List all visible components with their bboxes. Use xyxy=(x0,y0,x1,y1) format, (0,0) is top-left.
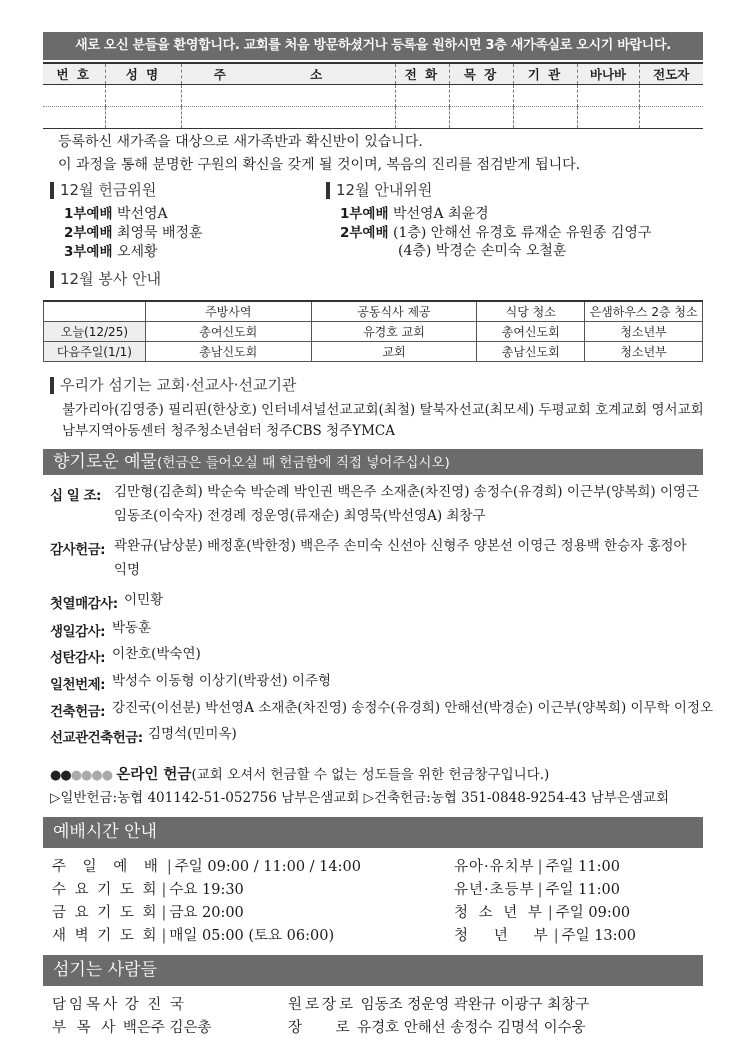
reg-input-cell[interactable] xyxy=(105,84,181,106)
reg-input-cell[interactable] xyxy=(105,106,181,128)
offering-committee-title: 12월 헌금위원 xyxy=(50,182,156,199)
service-cell: 총여신도회 xyxy=(477,321,585,341)
staff-row: 담임목사 강 진 국 xyxy=(52,997,186,1013)
new-member-notice-2: 이 과정을 통해 분명한 구원의 확신을 갖게 될 것이며, 복음의 진리를 점검받게 됩니다. xyxy=(58,157,581,173)
service-cell: 오늘(12/25) xyxy=(44,321,146,341)
reg-input-cell[interactable] xyxy=(639,106,703,128)
worship-times-title: 예배시간 안내 xyxy=(53,822,157,842)
service-cell: 총남신도회 xyxy=(477,341,585,361)
reg-col-address: 주 소 xyxy=(181,63,395,84)
registration-row xyxy=(43,84,703,106)
worship-time-row: 유년·초등부 | 주일 11:00 xyxy=(454,882,620,898)
offering-names: 김명석(민미옥) xyxy=(148,726,237,742)
offering-names: 곽완규(남상분) 배정훈(박한정) 백은주 손미숙 신선아 신형주 양본선 이영근 정용백 한승자 홍정아 익명 xyxy=(114,538,687,578)
service-section-title: 12월 봉사 안내 xyxy=(50,271,161,288)
reg-col-name: 성 명 xyxy=(105,63,181,84)
offering-label: 십 일 조: xyxy=(50,488,101,504)
offering-label: 첫열매감사: xyxy=(50,596,118,612)
worship-time-row: 청 소 년 부 | 주일 09:00 xyxy=(454,905,631,921)
online-offering-title: 온라인 헌금 xyxy=(116,767,192,783)
offering-names: 박동훈 xyxy=(112,620,152,636)
reg-col-evangelist: 전도자 xyxy=(639,63,703,84)
reg-input-cell[interactable] xyxy=(449,84,513,106)
service-header: 은샘하우스 2층 청소 xyxy=(585,301,703,321)
worship-time-row: 주 일 예 배 | 주일 09:00 / 11:00 / 14:00 xyxy=(52,859,361,875)
reg-col-org: 기 관 xyxy=(513,63,577,84)
reg-input-cell[interactable] xyxy=(513,106,577,128)
staff-row: 부 목 사 백은주 김은총 xyxy=(52,1020,212,1036)
reg-col-barnabas: 바나바 xyxy=(577,63,639,84)
offering-committee-row: 3부예배 오세황 xyxy=(64,244,158,260)
worship-time-row: 청 년 부 | 주일 13:00 xyxy=(454,928,636,944)
offering-committee-row: 1부예배 박선영A xyxy=(64,206,168,222)
reg-input-cell[interactable] xyxy=(395,106,449,128)
offering-label: 생일감사: xyxy=(50,624,106,640)
online-offering xyxy=(50,763,549,784)
usher-committee-row: (4층) 박경순 손미숙 오철훈 xyxy=(398,243,567,259)
worship-time-row: 새 벽 기 도 회 | 매일 05:00 (토요 06:00) xyxy=(52,928,335,944)
registration-row xyxy=(43,106,703,128)
offering-names: 김만형(김춘희) 박순숙 박순례 박인권 백은주 소재춘(차진영) 송정수(유경희) 이근부(양복희) 이영근 임동조(이숙자) 전경례 정운영(류재순) 최영묵(박선영A) 최창구 xyxy=(114,484,700,524)
offering-section-title: 향기로운 예물 xyxy=(53,452,157,472)
reg-input-cell[interactable] xyxy=(513,84,577,106)
service-cell: 총남신도회 xyxy=(145,341,311,361)
usher-committee-row: 1부예배 박선영A 최윤경 xyxy=(340,206,489,222)
registration-header-row xyxy=(43,63,703,84)
worship-time-row: 유아·유치부 | 주일 11:00 xyxy=(454,859,620,875)
worship-times-bar xyxy=(43,817,703,848)
offering-section-note: (헌금은 들어오실 때 헌금함에 직접 넣어주십시오) xyxy=(156,455,450,471)
progress-dots-icon: ●●●●●● xyxy=(50,768,113,783)
worship-time-row: 수 요 기 도 회 | 수요 19:30 xyxy=(52,882,244,898)
mission-line: 불가리아(김영중) 필리핀(한상호) 인터네셔널선교교회(최철) 탈북자선교(최모세) 두평교회 호계교회 영서교회 xyxy=(62,402,704,418)
offering-names: 박성수 이동형 이상기(박광선) 이주형 xyxy=(112,673,332,689)
worship-time-row: 금 요 기 도 회 | 금요 20:00 xyxy=(52,905,244,921)
reg-input-cell[interactable] xyxy=(181,106,395,128)
registration-table xyxy=(43,62,703,129)
service-row xyxy=(44,341,703,361)
service-header xyxy=(44,301,146,321)
offering-committee-row: 2부예배 최영묵 배정훈 xyxy=(64,225,203,241)
service-header-row xyxy=(44,301,703,321)
offering-label: 성탄감사: xyxy=(50,650,106,666)
reg-input-cell[interactable] xyxy=(395,84,449,106)
reg-input-cell[interactable] xyxy=(577,106,639,128)
service-cell: 교회 xyxy=(311,341,477,361)
service-header: 공동식사 제공 xyxy=(311,301,477,321)
service-cell: 청소년부 xyxy=(585,321,703,341)
usher-committee-row: 2부예배 (1층) 안해선 유경호 류재순 유원종 김영구 xyxy=(340,225,652,241)
offering-label: 감사헌금: xyxy=(50,542,106,558)
staff-title: 섬기는 사람들 xyxy=(53,960,157,980)
service-row xyxy=(44,321,703,341)
staff-row: 장 로 유경호 안해선 송정수 김명석 이수웅 xyxy=(288,1020,586,1036)
offering-section-bar xyxy=(43,449,703,475)
offering-label: 일천번제: xyxy=(50,677,106,693)
reg-input-cell[interactable] xyxy=(43,106,105,128)
service-header: 식당 청소 xyxy=(477,301,585,321)
service-header: 주방사역 xyxy=(145,301,311,321)
reg-input-cell[interactable] xyxy=(43,84,105,106)
offering-label: 건축헌금: xyxy=(50,704,106,720)
mission-section-title: 우리가 섬기는 교회·선교사·선교기관 xyxy=(50,377,296,394)
offering-names: 이찬호(박숙연) xyxy=(112,646,201,662)
offering-names: 강진국(이선분) 박선영A 소재춘(차진영) 송정수(유경희) 안해선(박경순) 이근부(양복희) 이무학 이정오 xyxy=(112,700,714,716)
new-member-notice-1: 등록하신 새가족을 대상으로 새가족반과 확신반이 있습니다. xyxy=(58,134,423,150)
reg-input-cell[interactable] xyxy=(639,84,703,106)
service-cell: 청소년부 xyxy=(585,341,703,361)
welcome-banner: 새로 오신 분들을 환영합니다. 교회를 처음 방문하셨거나 등록을 원하시면 3층 새가족실로 오시기 바랍니다. xyxy=(43,32,703,60)
usher-committee-title: 12월 안내위원 xyxy=(326,182,432,199)
reg-input-cell[interactable] xyxy=(449,106,513,128)
service-cell: 총여신도회 xyxy=(145,321,311,341)
service-table xyxy=(43,300,703,362)
service-cell: 유경호 교회 xyxy=(311,321,477,341)
mission-line: 남부지역아동센터 청주청소년쉼터 청주CBS 청주YMCA xyxy=(62,423,395,439)
reg-col-group: 목 장 xyxy=(449,63,513,84)
reg-col-phone: 전 화 xyxy=(395,63,449,84)
service-cell: 다음주일(1/1) xyxy=(44,341,146,361)
reg-input-cell[interactable] xyxy=(181,84,395,106)
offering-names: 이민황 xyxy=(124,592,164,608)
reg-col-number: 번 호 xyxy=(43,63,105,84)
online-offering-desc: (교회 오셔서 헌금할 수 없는 성도들을 위한 헌금창구입니다.) xyxy=(191,767,550,783)
staff-bar xyxy=(43,955,703,986)
staff-row: 원로장로 임동조 정운영 곽완규 이광구 최창구 xyxy=(288,997,590,1013)
reg-input-cell[interactable] xyxy=(577,84,639,106)
offering-label: 선교관건축헌금: xyxy=(50,730,143,746)
online-offering-accounts: ▷일반헌금:농협 401142-51-052756 남부은샘교회 ▷건축헌금:농협 351-0848-9254-43 남부은샘교회 xyxy=(50,790,670,806)
